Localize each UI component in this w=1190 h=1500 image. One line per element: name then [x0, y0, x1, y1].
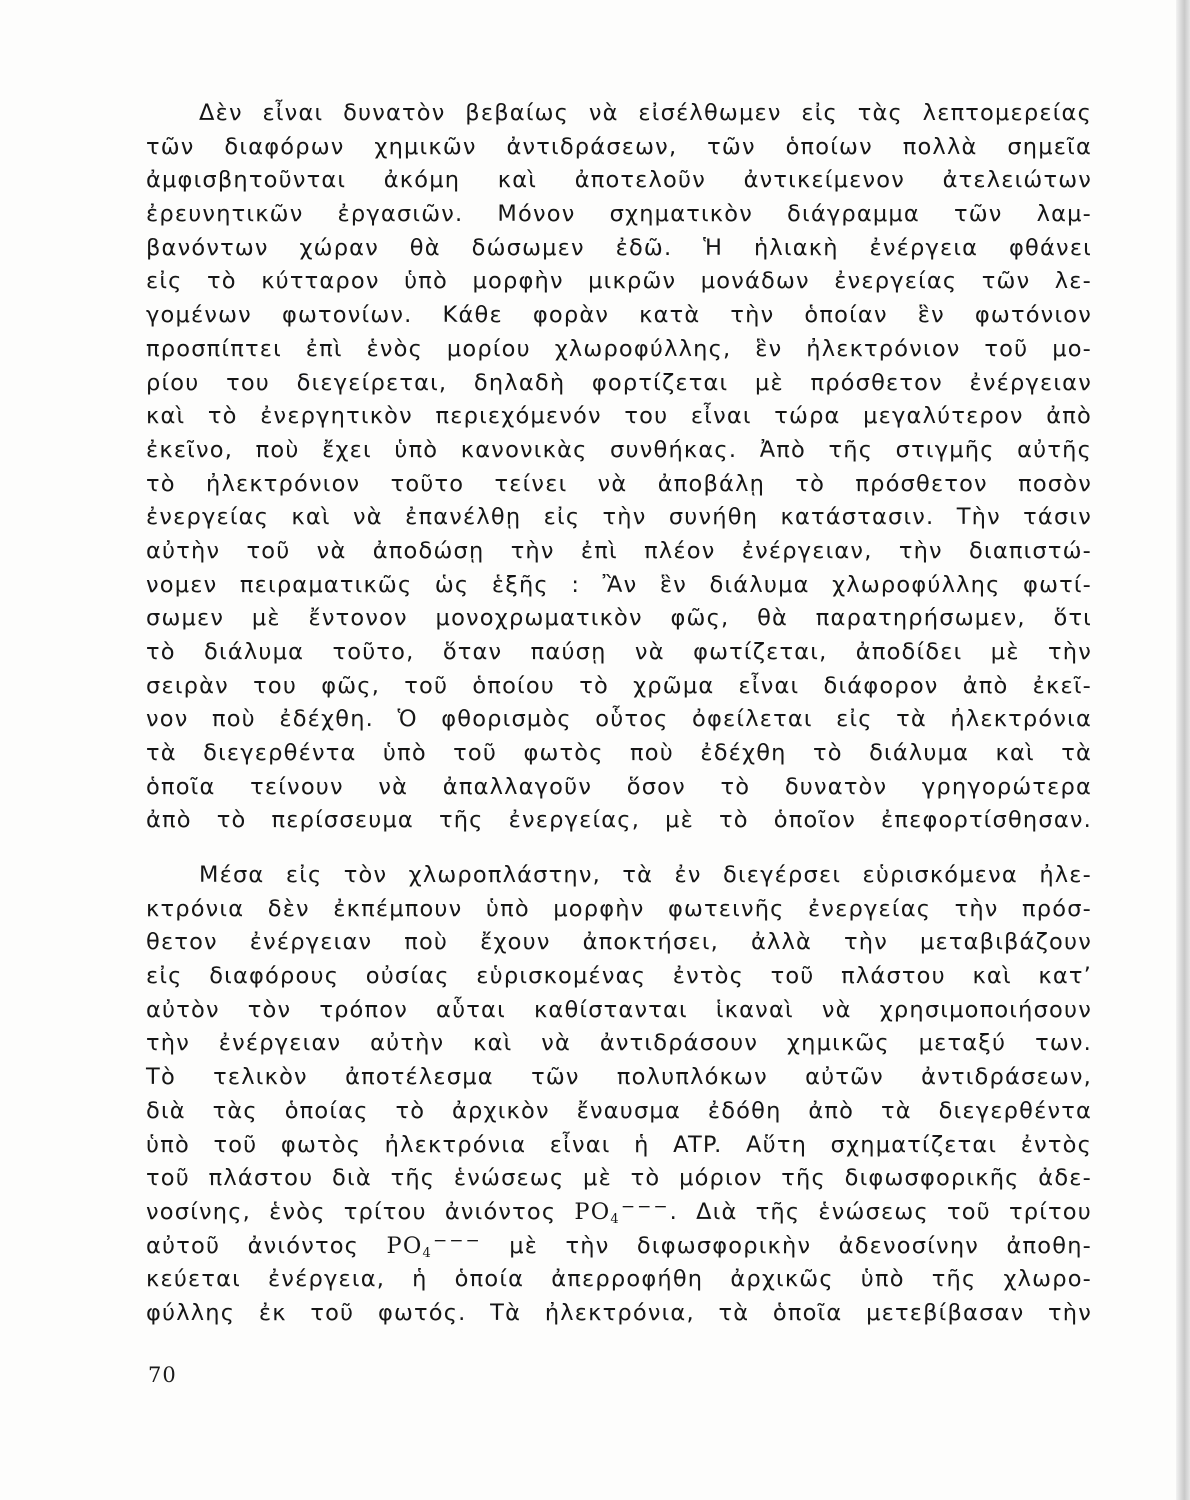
formula-base: PO — [574, 1198, 611, 1225]
text-line: νομεν πειραματικῶς ὡς ἑξῆς : Ἂν ἓν διάλυμα χλωροφύλλης φωτί- — [146, 571, 1092, 598]
text-line: τὴν ἐνέργειαν αὐτὴν καὶ νὰ ἀντιδράσουν χημικῶς μεταξύ των. — [146, 1030, 1092, 1057]
text-line: ἀμφισβητοῦνται ἀκόμη καὶ ἀποτελοῦν ἀντικείμενον ἀτελειώτων — [146, 167, 1092, 194]
formula-subscript: 4 — [610, 1211, 620, 1227]
text-line: ὁποῖα τείνουν νὰ ἀπαλλαγοῦν ὅσον τὸ δυνατὸν γρηγορώτερα — [146, 773, 1092, 800]
text-line: Μέσα εἰς τὸν χλωροπλάστην, τὰ ἐν διεγέρσει εὑρισκόμενα ἠλε- — [199, 862, 1092, 888]
text-line: ἐνεργείας καὶ νὰ ἐπανέλθῃ εἰς τὴν συνήθη κατάστασιν. Τὴν τάσιν — [146, 504, 1092, 531]
text-line: ρίου του διεγείρεται, δηλαδὴ φορτίζεται μὲ πρόσθετον ἐνέργειαν — [146, 369, 1092, 396]
text-line: φύλλης ἐκ τοῦ φωτός. Τὰ ἠλεκτρόνια, τὰ ὁποῖα μετεβίβασαν τὴν — [146, 1299, 1092, 1326]
text-line: τοῦ πλάστου διὰ τῆς ἑνώσεως μὲ τὸ μόριον τῆς διφωσφορικῆς ἀδε- — [146, 1165, 1092, 1192]
formula-charge: −−− — [433, 1230, 482, 1251]
text-line: κεύεται ἐνέργεια, ἡ ὁποία ἀπερροφήθη ἀρχικῶς ὑπὸ τῆς χλωρο- — [146, 1266, 1092, 1293]
text-line: αὐτὸν τὸν τρόπον αὗται καθίστανται ἱκαναὶ νὰ χρησιμοποιήσουν — [146, 996, 1092, 1023]
text-line: σωμεν μὲ ἔντονον μονοχρωματικὸν φῶς, θὰ παρατηρήσωμεν, ὅτι — [146, 605, 1092, 632]
text-line: βανόντων χώραν θὰ δώσωμεν ἐδῶ. Ἡ ἡλιακὴ ἐνέργεια φθάνει — [146, 234, 1092, 261]
line-text-after: μὲ τὴν διφωσφορικὴν ἀδενοσίνην ἀποθη- — [481, 1232, 1092, 1259]
text-line: τὰ διεγερθέντα ὑπὸ τοῦ φωτὸς ποὺ ἐδέχθη τὸ διάλυμα καὶ τὰ — [146, 740, 1092, 767]
paragraph-1 — [146, 97, 1092, 838]
formula-base: PO — [386, 1232, 423, 1259]
page-edge-shadow — [1176, 0, 1190, 1500]
text-line: νον ποὺ ἐδέχθη. Ὁ φθορισμὸς οὗτος ὀφείλεται εἰς τὰ ἠλεκτρόνια — [146, 706, 1092, 733]
text-line: σειρὰν του φῶς, τοῦ ὁποίου τὸ χρῶμα εἶναι διάφορον ἀπὸ ἐκεῖ- — [146, 672, 1092, 699]
page-number: 70 — [148, 1363, 177, 1387]
line-text-before: νοσίνης, ἑνὸς τρίτου ἀνιόντος — [146, 1198, 575, 1225]
formula-subscript: 4 — [422, 1245, 433, 1261]
text-line: τῶν διαφόρων χημικῶν ἀντιδράσεων, τῶν ὁποίων πολλὰ σημεῖα — [146, 133, 1092, 160]
text-line: αὐτὴν τοῦ νὰ ἀποδώσῃ τὴν ἐπὶ πλέον ἐνέργειαν, τὴν διαπιστώ- — [146, 537, 1092, 564]
text-line: Τὸ τελικὸν ἀποτέλεσμα τῶν πολυπλόκων αὐτῶν ἀντιδράσεων, — [146, 1064, 1092, 1091]
line-text-after: . Διὰ τῆς ἑνώσεως τοῦ τρίτου — [669, 1198, 1092, 1225]
text-line: Δὲν εἶναι δυνατὸν βεβαίως νὰ εἰσέλθωμεν εἰς τὰς λεπτομερείας — [199, 100, 1092, 126]
text-line-with-formula — [146, 1230, 1092, 1264]
text-line: κτρόνια δὲν ἐκπέμπουν ὑπὸ μορφὴν φωτεινῆς ἐνεργείας τὴν πρόσ- — [146, 895, 1092, 922]
text-line: εἰς διαφόρους οὐσίας εὑρισκομένας ἐντὸς τοῦ πλάστου καὶ κατ’ — [146, 963, 1092, 990]
text-line: γομένων φωτονίων. Κάθε φορὰν κατὰ τὴν ὁποίαν ἓν φωτόνιον — [146, 302, 1092, 329]
line-text-before: αὐτοῦ ἀνιόντος — [146, 1232, 387, 1259]
text-line: ἐκεῖνο, ποὺ ἔχει ὑπὸ κανονικὰς συνθήκας. Ἀπὸ τῆς στιγμῆς αὐτῆς — [146, 436, 1092, 463]
text-line: ἐρευνητικῶν ἐργασιῶν. Μόνον σχηματικὸν διάγραμμα τῶν λαμ- — [146, 201, 1092, 228]
text-line: ὑπὸ τοῦ φωτὸς ἠλεκτρόνια εἶναι ἡ ATP. Αὕτη σχηματίζεται ἐντὸς — [146, 1131, 1092, 1158]
text-line-with-formula — [146, 1196, 1092, 1230]
text-line: προσπίπτει ἐπὶ ἑνὸς μορίου χλωροφύλλης, ἓν ἠλεκτρόνιον τοῦ μο- — [146, 335, 1092, 362]
paragraph-2 — [146, 859, 1092, 1331]
text-line: τὸ διάλυμα τοῦτο, ὅταν παύσῃ νὰ φωτίζεται, ἀποδίδει μὲ τὴν — [146, 639, 1092, 665]
text-line: διὰ τὰς ὁποίας τὸ ἀρχικὸν ἔναυσμα ἐδόθη ἀπὸ τὰ διεγερθέντα — [146, 1097, 1092, 1124]
text-line: καὶ τὸ ἐνεργητικὸν περιεχόμενόν του εἶναι τώρα μεγαλύτερον ἀπὸ — [146, 403, 1092, 430]
formula-charge: −−− — [620, 1196, 670, 1217]
phosphate-formula — [386, 1230, 482, 1261]
text-line: ἀπὸ τὸ περίσσευμα τῆς ἐνεργείας, μὲ τὸ ὁποῖον ἐπεφορτίσθησαν. — [146, 807, 1092, 834]
text-line: θετον ἐνέργειαν ποὺ ἔχουν ἀποκτήσει, ἀλλὰ τὴν μεταβιβάζουν — [146, 929, 1092, 956]
text-line: τὸ ἠλεκτρόνιον τοῦτο τείνει νὰ ἀποβάλῃ τὸ πρόσθετον ποσὸν — [146, 470, 1092, 497]
text-line: εἰς τὸ κύτταρον ὑπὸ μορφὴν μικρῶν μονάδων ἐνεργείας τῶν λε- — [146, 268, 1092, 295]
phosphate-formula — [574, 1196, 670, 1227]
